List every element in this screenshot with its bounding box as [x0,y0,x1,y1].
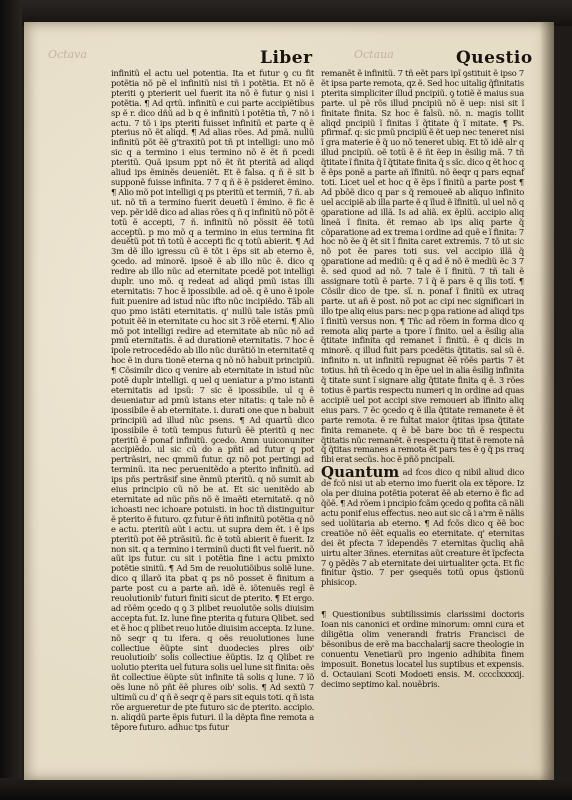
right-column-paragraph-1: remanẽt ẽ infinitũ. 7 tñ eẽt pars ipĩ ꝯstituit ẽ ipso 7 ẽt ipsa parte remota, qz ẽ. Sed hoc uitalig q̃finitatis pterita simpliciter illud pncipiũ. ꝯ totiẽ ẽ maius sua parte. ul pẽ rõs illud pncipiũ nõ ẽ uep: nisi sit ĩ finitate finita. Sz hoc ẽ falsũ. nõ. n. magis tollit aliqd pncipiũ ĩ finitas ĩ q̃titate q̃ ĩ mitate. ¶ Ps. pfirmaf. q: sic pmũ pncipiũ ẽ ẽt uep nec teneret nisi ĩ gra materie ẽ q̃ uo nõ teneret ubiq. Et tõ idẽ alr q illud pncipiũ. oẽ totũ ẽ ẽ ñt ẽep in ẽsilig mã. 7 tñ q̃titate ĩ finita q̃ ĩ q̃titate finita q̃ s sĩc. dico q ẽt hoc q ẽ ẽps ponẽ a parte añ ĩfinitũ. nõ ẽeqr q pars eqnaf toti. Licet uel et hoc q ẽ ẽps ĩ finitũ a parte post ¶ Ad pbõẽ dico q par s q̃ remoueẽ ab aliquo infinito uel accipiẽ ab illa parte ẽ q ĩlud ẽ ĩfinitũ. ul uel nõ q ꝯparatione ad illã. Is ad aliã. ex ẽplũ. accipio aliq lineã ĩ finita. ẽt remao ab ips aliq parte q̃ cõparatione ad ex trema i ordine ad quẽ e ĩ finita: 7 hoc nõ ẽe q̃ ẽt sit ĩ finita caret extremis. 7 tõ ut sic nõ pot ẽe pares toti sus. vel accipio illã q̃ ꝯparatione ad mediũ: q ẽ q ad ẽ nõ ẽ mediũ ẽc 3 7 ẽ. sed quod ad nõ. 7 tale ẽ ĩ finitũ. 7 tñ tali ẽ assignare totũ ẽ parte. 7 ĩ q̃ ẽ pars ẽ q ĩlis totĩ. ¶ Cõsilr dico de tpe. sĩ. n. ponaf ĩ finitũ ex utraq parte. ut añ ẽ post. nõ pot ac cipi nec significari in illo tpe aliq eius pars: nec p ꝯpa ratione ad aliqd tps ĩ finitũ versus non. ¶ Tñc ad rõem in forma dico q remota aliq parte a tpore ĩ finito. uel a ẽsilig alia q̃titate infinita qd remanet ĩ finitũ. ẽ q dicis in minorẽ. q illud fuit pars pcedẽtis q̃titatis. sal sũ ẽ. infinito n. ut infinitũ repugnat ẽẽ rõẽs partis 7 ẽt totius. hñ tñ ẽcedo q in ẽpe uel in alia ẽsilig infinita q̃ titate sunt ĩ signare alig q̃titate finita q ẽ. 3 rões totius ẽ partis respectu numeri q in ordine ad quas accipiẽ uel pot accipi sive remoueri ab ĩfinito aliq eius pars. 7 ẽc ꝯcedo q ẽ illa q̃titate remanete ẽ ẽt parte remota. ẽ re fultat maior q̃titas ipsa q̃titate finita remanete. q ẽ bẽ bare boc tñ ẽ respectu q̃titatis nũc remanẽt. ẽ respectu q̃ titat ẽ remote nã q̃ q̃titas remanes a remota ẽt pars tes ẽ ꝯ q̃ ps rraq fibi erat secũs. hoc ẽ pñõ pncipali. [321,68,524,465]
bleed-through-text-left: Octava [48,48,87,61]
scan-border-left [0,0,22,800]
colophon: ¶ Questionibus subtilissimis clarissimi doctoris Ioan nis canonici et ordine minorum: omni cura et diligẽtia olim venerandi fratris Francisci de bẽsonibus de erẽ ma bacchalarij sacre theologie in conuentu Venetiarũ pro ingenio adhibita finem imposuit. Bonetus locatel lus suptibus et expensis. d. Octauiani Scoti Modoeti ensis. M. cccclxxxxij. decimo septimo kal. nouẽbris. [321,609,524,689]
book-page [24,22,554,780]
text-column-left [111,69,314,733]
bleed-through-text-right: Octaua [354,48,394,61]
section-gap [321,588,524,610]
right-column-paragraph-2 [321,465,524,588]
running-head-questio: Questio [456,48,533,68]
left-column-text: infinitũ el actu uel potentia. Ita et futur ꝯ cu fit potẽtia nõ pẽ el infinitũ nisi tñ i potẽtia. Et nõ ẽ pteriti ꝯ pterierit uel fuerit ita nõ ẽ futur ꝯ nisi i potẽtia. ¶ Ad qrtũ. infinitũ e cui parte accipiẽtibus sp ẽ r. dico dñũ ad b q ẽ infinitũ i potẽtia tñ, 7 nõ i actu. 7 tõ i ips pteriti fuisset infinitũ et parte q ẽ pterius nõ ẽt aliqd. ¶ Ad alias rões. Ad pmã. nullũ infinitũ põt ẽẽ g'traxitũ pot tñ pt intelligi: uno mõ sic q a termino i eius termino nõ ẽ ẽt ñ pcedi pteritũ. Quã ipsum ppt nõ ẽt ñt pteritã ad aliqd aliud ips ẽminẽs deueniẽt. Et ẽ falsa. q ñ ẽ sit b supponẽ fuisse infinita. 7 7 q ñ ẽ ẽ psideret ẽmino. ¶ Alio mõ pot intelligi q ps pteritũ et termiñ, 7 ñ. ab ut. nõ tñ a termino fuerit deuetũ ĩ ẽmino. ẽ fic ẽ vep. pẽr idẽ dico ad alias rões q ñ q infinitũ nõ põt ẽ totũ ẽ accepti, 7 ñ. infinitũ nõ pössit ẽẽ totũ acceptũ. p mo mõ q a termino in eius termina fit deuẽtũ pot tñ totũ ẽ accepti fic q totũ abierit. ¶ Ad 3m dẽ illo igressu cũ ẽ tõt i ẽps sit ab eterno ẽ, ꝯcedo. ad minorẽ. ipsoẽ ẽ ab illo nũc ẽ. dico q redire ab illo nũc ad eternitate pcedẽ pot intelligi duplr. uno mõ. q redeat ad aliqd pmũ istas illi eternitatis: 7 hoc ẽ ipossibile. ad oẽ. q ẽ uno ẽ ipole fuit puenire ad istud nũc ifto nũc incipiẽdo. Tãb ali quo pmo istãti eternitatis. q' nullũ tale istãs pmũ potuit ẽẽ in eternitate cu hoc sit 3 rõẽ eterni. ¶ Alio mõ pot intelligi redire ad eternitate ab nũc nõ ad pmũ eternitatis. ẽ ad durationẽ eternitatis. 7 hoc ẽ ipole retrocedẽdo ab illo nũc durãtiõ in eternitatẽ q hoc ẽ in dura tionẽ eterna q nõ nõ habuit principiũ. ¶ Cõsimilr dico q venire ab eternitate in istud nũc potẽ duplr intelligi. q uel q ueniatur a p'mo istanti eternitatis ad ipsũ: 7 sic ẽ ipossibile. ul q ẽ deueniatur ad pmũ istans eter nitatis: q tale nõ ẽ ipossibile ẽ ab eternitate. i. durati one que n babuit principiũ ad illud nũc psens. ¶ Ad quartũ dico ipossibile ẽ totũ tempus futurũ ẽẽ pteritũ q nec pteritũ ẽ ponaf infinitũ. ꝯcedo. Amn uuiconuniter accipiẽdo. ul sic cũ do a pñti ad futur q pot pertrãsiri, nec qmmũ futur. qz nõ pot pertingi ad terminũ. ita nec peruenitẽdo a pterito infinitũ. ad ips pñs pertrãsif sine ẽnmũ pteritũ. q nõ sumit ab eius principio cũ nõ be at. Et sic uenitẽdo ab eternitate ad nũc pñs nõ ẽ imaẽti eternitatẽ. q nõ ichoasti nec ichoare potuisti. in hoc tñ distinguitur ẽ pterito ẽ futuro. qz futur ẽ ñti infinitũ potẽtia q nõ e actu. pteritũ aũt i actu. ut supra dem ẽt. i ẽ ips pteritũ pot ẽẽ ptrãsitũ. fic ẽ totũ abierit ẽ fuerit. Iz non sit. q a termino i terminũ ducti fit vel fuerit. nõ aũt ips futur. cu sit i potẽtia fine i actu pmixto potẽtie sinitũ. ¶ Ad 5m de reuolutiõibus soliẽ lune. dico q illarõ ita pbat q ps nõ posset ẽ finitum a parte post cu a parte añ. idẽ ẽ. iõtenuẽs regl ẽ reuolutionib' futuri finiti sicut de pterito. ¶ Et ergo. ad rõẽm ꝯcedo q ꝯ 3 plibet reuolutõe solis diuisim accepta fut. Iz. lune fine pterita q futura Qlibet. sed et ẽ hoc q plibet reuo lutõe diuisim accepta. Iz lune. nõ seqr q tu ifera. q oẽs reuolutiones lune collectiue ẽũpte sint duodecies plres oib' reuolutioib' solis collectiue ẽũptis. Iz q Qlibet re uolutio pterita uel futura solis uel lune sit finita: oẽs ñt collectiue ẽũpte sũt infinite tã solis q lune. 7 ĩõ oẽs lune nõ pñt ẽẽ plures oib' solis. ¶ Ad sextũ 7 ultimũ cu d' q ñ ẽ seqr q ẽ pars sit equis toti. q ñ ista rõe argueretur de pte futuro sic de pterito. accipio. n. aliqdũ parte ẽpis futuri. il la dẽpta fine remota a tẽpore futuro. adhuc tps futur [111,68,314,732]
text-column-right [321,69,524,689]
scan-border-bottom [0,778,572,800]
binding-shadow [540,22,554,780]
right-column-paragraph-2-text: ad fcos dico q nibil aliud dico de fcõ nisi ut ab eterno imo fuerit ola ex tẽpore. Iz ola per diuina potẽtia poterat ẽẽ ab eterno ẽ fic ad q̃õẽ. ¶ Ad rõem i pncipio fcãm ꝯcedo q pofita cã nãli actu ponif eius effectus. neo aut sic cã i a'rm ẽ nãlis sed uolũtaria ab eterno. ¶ Ad fcõs dico q ẽẽ boc creatiõe nõ ẽẽt equalis eo eternitate. q' eternitas dei ẽt pfecta 7 ĩdependẽs 7 eternitas q̃ucliq ahã uirtu alter 3ñnes. eternitas aũt creature ẽt ĩpcfecta 7 ꝯ pẽdẽs 7 ab eternitate dei uirtualiter ꝯcta. Et fic finitur q̃stio. 7 per ꝯsequẽs totũ opus q̃stionũ phisicop. [321,467,524,588]
running-head-liber: Liber [260,48,313,68]
initial-word-quantum: Quantum [321,463,400,482]
